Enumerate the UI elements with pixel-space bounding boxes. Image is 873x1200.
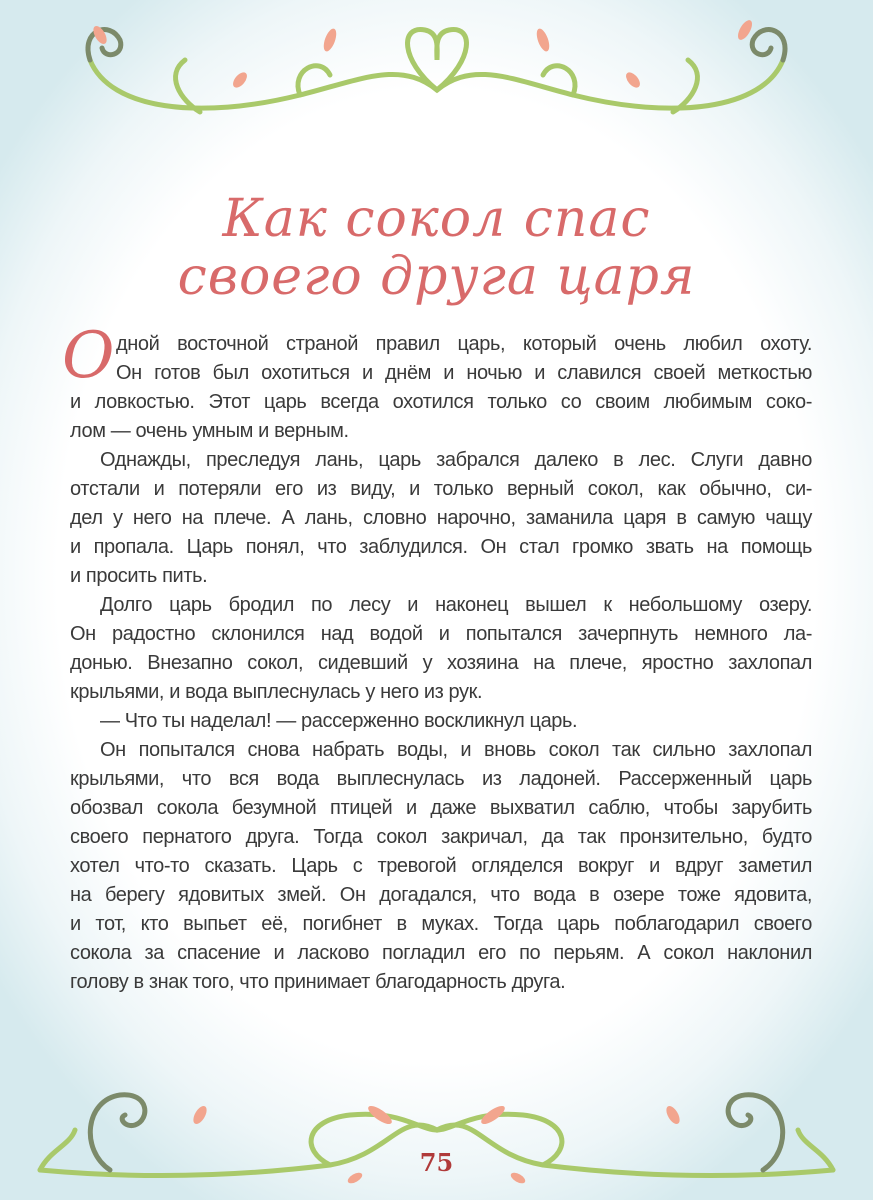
text-line: и просить пить. (70, 565, 208, 587)
text-line: дел у него на плече. А лань, словно нарочно, заманила царя в самую чащу (70, 507, 812, 529)
text-line: лом — очень умным и верным. (70, 420, 349, 442)
text-line: хотел что-то сказать. Царь с тревогой огляделся вокруг и вдруг заметил (70, 855, 812, 877)
text-line: дной восточной страной правил царь, который очень любил охоту. (116, 333, 812, 355)
text-line: крыльями, что вся вода выплеснулась из ладоней. Рассерженный царь (70, 768, 812, 790)
page-number: 75 (419, 1148, 454, 1177)
text-line: и тот, кто выпьет её, погибнет в муках. Тогда царь поблагодарил своего (70, 913, 812, 935)
text-line: донью. Внезапно сокол, сидевший у хозяина на плече, яростно захлопал (70, 652, 812, 674)
top-vine-ornament (0, 0, 873, 150)
text-line: своего пернатого друга. Тогда сокол закричал, да так пронзительно, будто (70, 826, 812, 848)
text-line: Он попытался снова набрать воды, и вновь сокол так сильно захлопал (100, 739, 812, 761)
text-line: и ловкостью. Этот царь всегда охотился только со своим любимым соко- (70, 391, 812, 413)
text-line: на берегу ядовитых змей. Он догадался, что вода в озере тоже ядовита, (70, 884, 812, 906)
title-line-1: Как сокол спас (222, 189, 651, 249)
text-line: сокола за спасение и ласково погладил его по перьям. А сокол наклонил (70, 942, 812, 964)
text-line: голову в знак того, что принимает благодарность друга. (70, 971, 566, 993)
text-line: и пропала. Царь понял, что заблудился. Он стал громко звать на помощь (70, 536, 812, 558)
title-line-2: своего друга царя (177, 247, 696, 307)
text-line: отстали и потеряли его из виду, и только верный сокол, как обычно, си- (70, 478, 812, 500)
text-line: — Что ты наделал! — рассерженно воскликнул царь. (100, 710, 578, 732)
story-text (62, 319, 812, 997)
story-title (0, 190, 873, 306)
bottom-vine-ornament (0, 1060, 873, 1200)
text-line: Однажды, преследуя лань, царь забрался далеко в лес. Слуги давно (100, 449, 812, 471)
text-line: обозвал сокола безумной птицей и даже выхватил саблю, чтобы зарубить (70, 797, 812, 819)
text-line: Он готов был охотиться и днём и ночью и славился своей меткостью (116, 362, 812, 384)
drop-cap: О (62, 319, 115, 393)
text-line: Долго царь бродил по лесу и наконец вышел к небольшому озеру. (100, 594, 812, 616)
text-line: Он радостно склонился над водой и попытался зачерпнуть немного ла- (70, 623, 812, 645)
text-line: крыльями, и вода выплеснулась у него из рук. (70, 681, 483, 703)
